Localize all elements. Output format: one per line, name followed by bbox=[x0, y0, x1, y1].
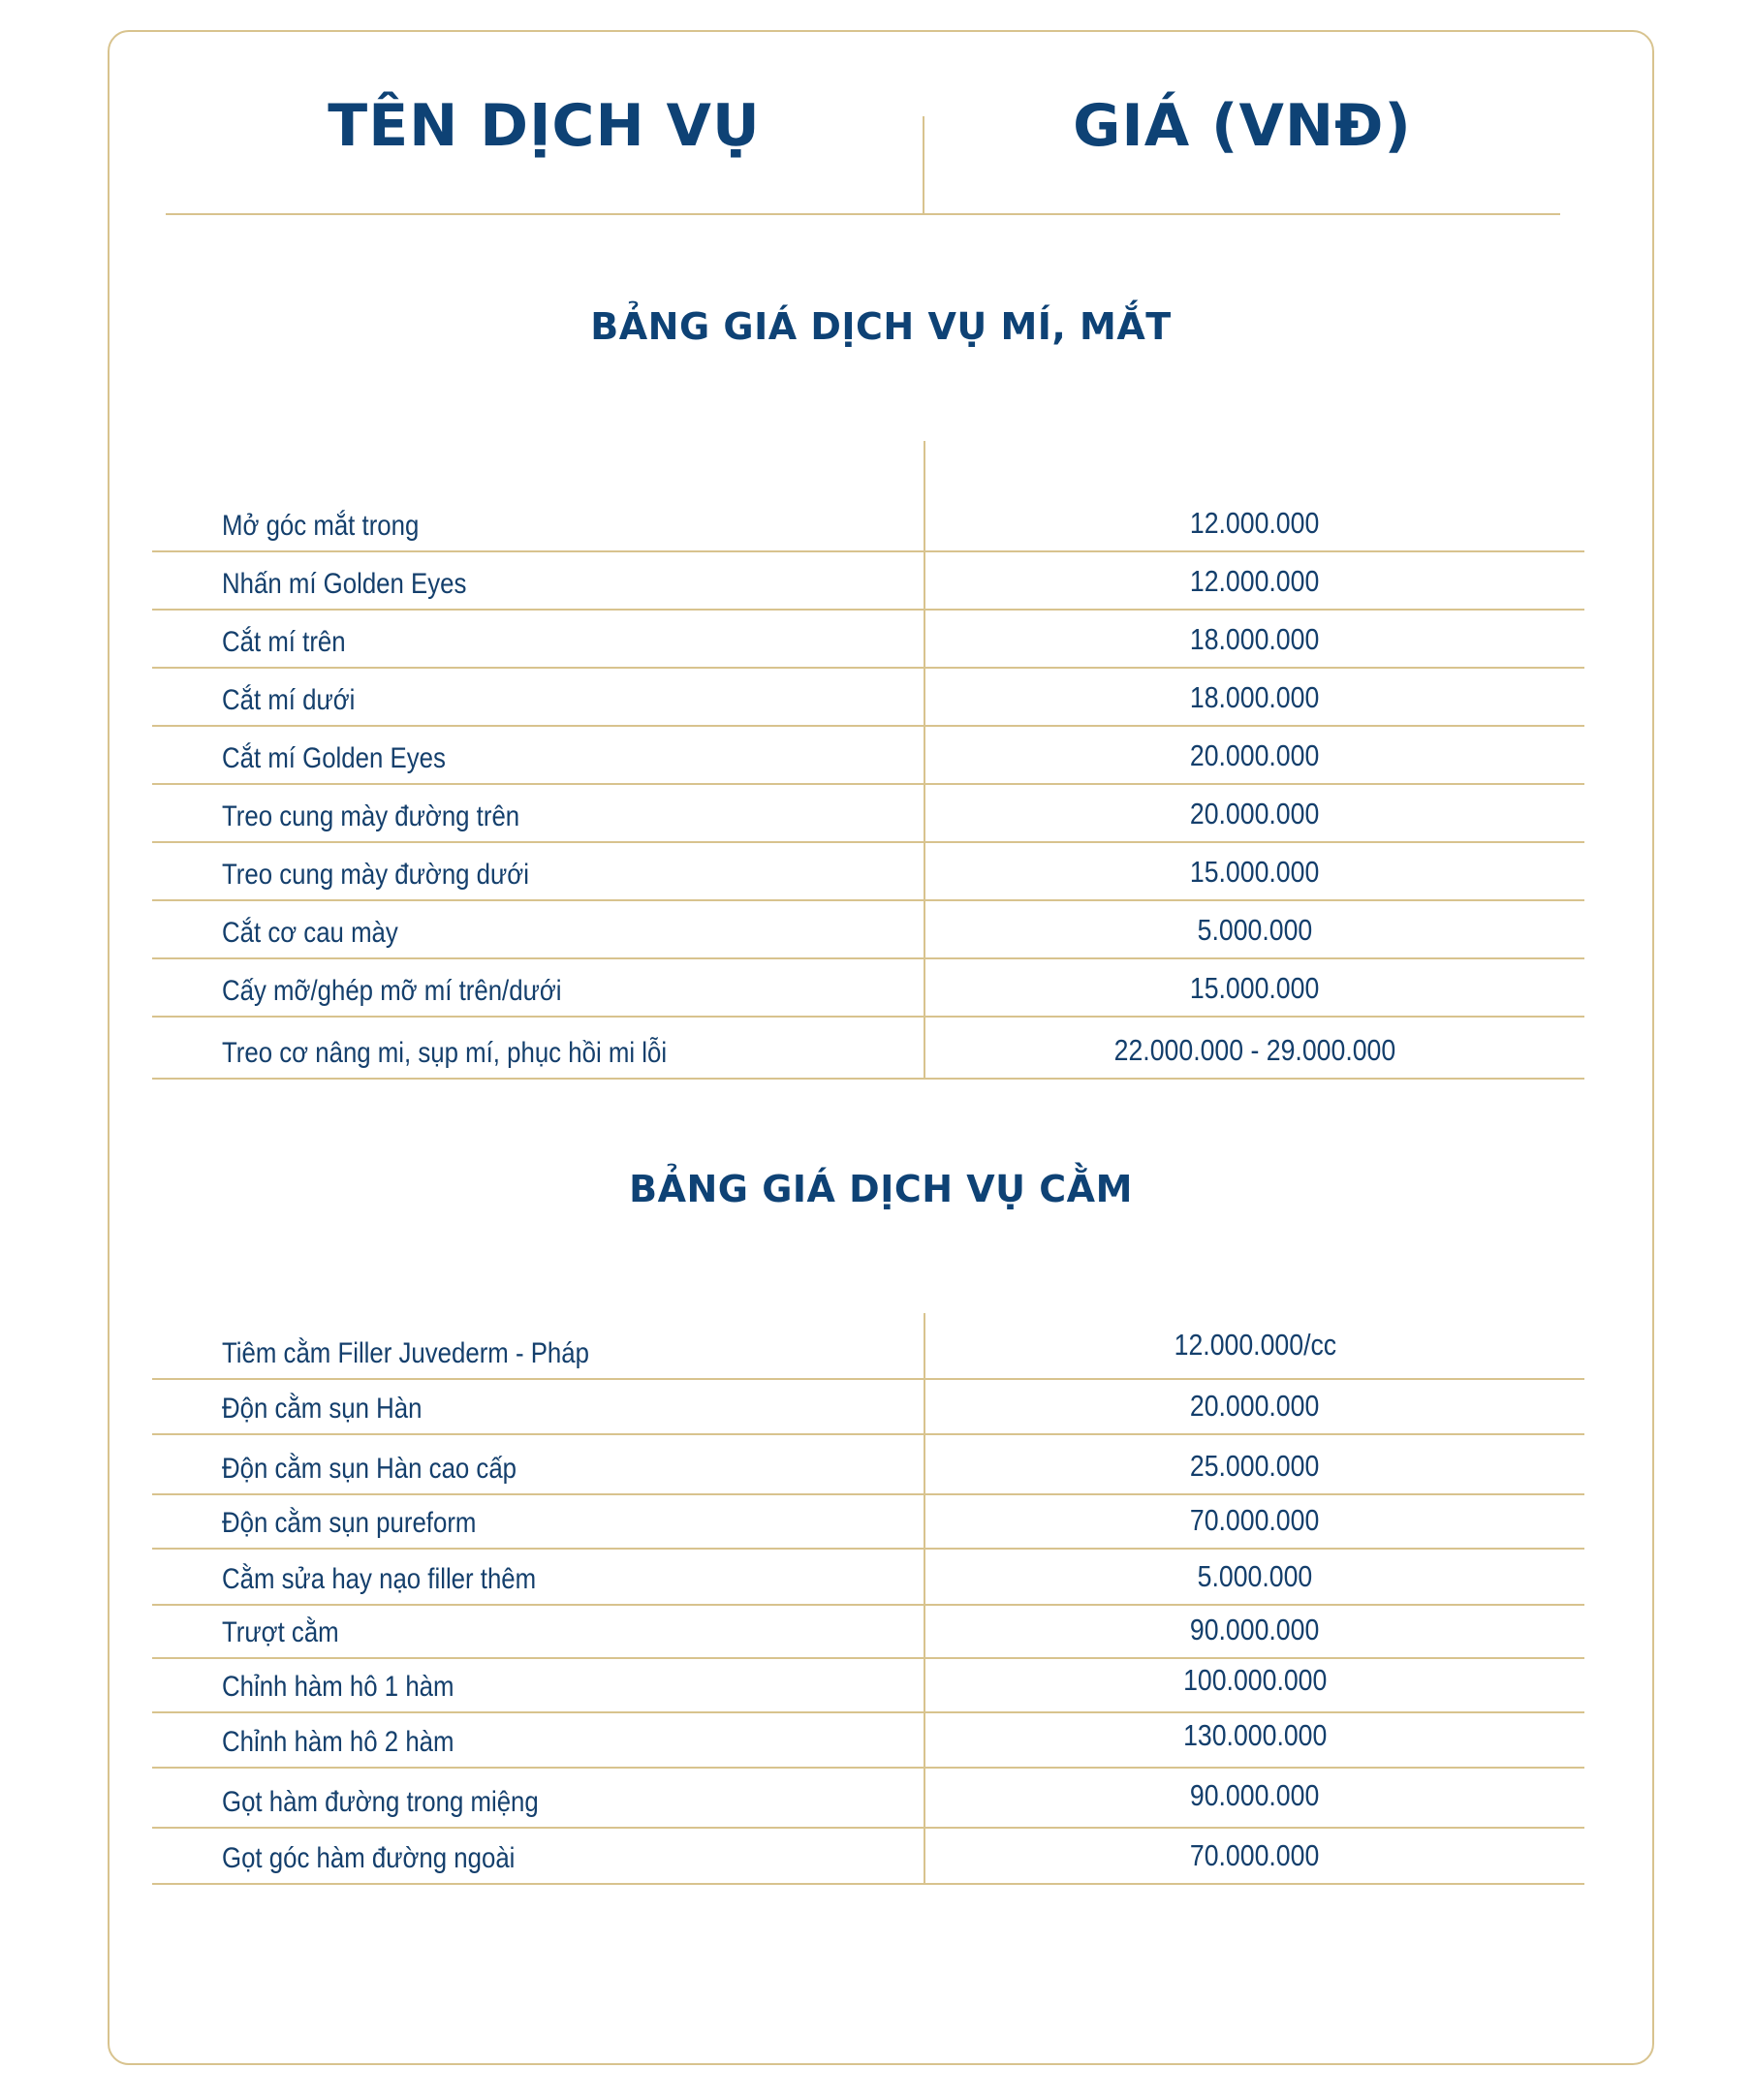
table-header bbox=[166, 89, 1560, 215]
service-name: Độn cằm sụn Hàn cao cấp bbox=[222, 1453, 517, 1485]
service-price: 5.000.000 bbox=[1197, 913, 1313, 947]
service-price: 12.000.000 bbox=[1190, 506, 1320, 540]
table-row bbox=[152, 1435, 1584, 1495]
service-price: 18.000.000 bbox=[1190, 622, 1320, 656]
service-price: 22.000.000 - 29.000.000 bbox=[1113, 1033, 1396, 1067]
table-row bbox=[152, 901, 1584, 959]
eyes-price-table bbox=[152, 441, 1584, 1080]
table-row bbox=[152, 441, 1584, 552]
service-name: Chỉnh hàm hô 2 hàm bbox=[222, 1726, 454, 1758]
service-name: Cắt cơ cau mày bbox=[222, 917, 398, 949]
service-price: 20.000.000 bbox=[1190, 1389, 1320, 1423]
table-row bbox=[152, 1829, 1584, 1885]
service-price: 20.000.000 bbox=[1190, 797, 1320, 831]
table-row bbox=[152, 1550, 1584, 1606]
service-price: 12.000.000/cc bbox=[1174, 1328, 1336, 1362]
service-price: 18.000.000 bbox=[1190, 680, 1320, 714]
table-row bbox=[152, 1606, 1584, 1659]
service-price: 5.000.000 bbox=[1197, 1559, 1313, 1593]
service-price: 70.000.000 bbox=[1190, 1503, 1320, 1537]
service-name: Nhấn mí Golden Eyes bbox=[222, 568, 467, 600]
service-name: Treo cung mày đường trên bbox=[222, 800, 520, 832]
table-row bbox=[152, 727, 1584, 785]
table-row bbox=[152, 1313, 1584, 1380]
section-title-eyes: BẢNG GIÁ DỊCH VỤ MÍ, MẮT bbox=[590, 305, 1172, 348]
service-name: Cấy mỡ/ghép mỡ mí trên/dưới bbox=[222, 975, 562, 1007]
service-price: 15.000.000 bbox=[1190, 971, 1320, 1005]
table-row bbox=[152, 959, 1584, 1018]
service-name: Treo cung mày đường dưới bbox=[222, 859, 529, 891]
service-name: Cắt mí trên bbox=[222, 626, 346, 658]
service-price: 15.000.000 bbox=[1190, 855, 1320, 889]
table-row bbox=[152, 843, 1584, 901]
table-row bbox=[152, 1769, 1584, 1829]
table-row bbox=[152, 1713, 1584, 1769]
service-name: Gọt góc hàm đường ngoài bbox=[222, 1842, 516, 1874]
service-name: Cắt mí Golden Eyes bbox=[222, 742, 446, 774]
table-row bbox=[152, 611, 1584, 669]
service-price: 90.000.000 bbox=[1190, 1778, 1320, 1812]
service-name: Tiêm cằm Filler Juvederm - Pháp bbox=[222, 1337, 589, 1369]
service-name: Mở góc mắt trong bbox=[222, 510, 420, 542]
header-service-name: TÊN DỊCH VỤ bbox=[328, 92, 761, 160]
chin-price-table bbox=[152, 1313, 1584, 1885]
table-row bbox=[152, 1659, 1584, 1713]
section-title-chin: BẢNG GIÁ DỊCH VỤ CẰM bbox=[629, 1168, 1133, 1210]
service-price: 70.000.000 bbox=[1190, 1838, 1320, 1872]
service-price: 90.000.000 bbox=[1190, 1613, 1320, 1646]
service-name: Cắt mí dưới bbox=[222, 684, 356, 716]
service-price: 12.000.000 bbox=[1190, 564, 1320, 598]
table-row bbox=[152, 785, 1584, 843]
service-name: Gọt hàm đường trong miệng bbox=[222, 1786, 539, 1818]
service-name: Treo cơ nâng mi, sụp mí, phục hồi mi lỗi bbox=[222, 1037, 668, 1069]
header-price: GIÁ (VNĐ) bbox=[1073, 92, 1412, 160]
table-row bbox=[152, 669, 1584, 727]
service-name: Trượt cằm bbox=[222, 1616, 339, 1648]
service-price: 20.000.000 bbox=[1190, 738, 1320, 772]
service-name: Độn cằm sụn Hàn bbox=[222, 1393, 423, 1425]
service-price: 25.000.000 bbox=[1190, 1449, 1320, 1483]
service-name: Cằm sửa hay nạo filler thêm bbox=[222, 1563, 537, 1595]
service-price: 100.000.000 bbox=[1182, 1663, 1328, 1697]
service-price: 130.000.000 bbox=[1182, 1718, 1328, 1752]
table-row bbox=[152, 552, 1584, 611]
table-row bbox=[152, 1495, 1584, 1550]
table-row bbox=[152, 1018, 1584, 1080]
table-row bbox=[152, 1380, 1584, 1435]
service-name: Chỉnh hàm hô 1 hàm bbox=[222, 1671, 454, 1703]
service-name: Độn cằm sụn pureform bbox=[222, 1507, 477, 1539]
